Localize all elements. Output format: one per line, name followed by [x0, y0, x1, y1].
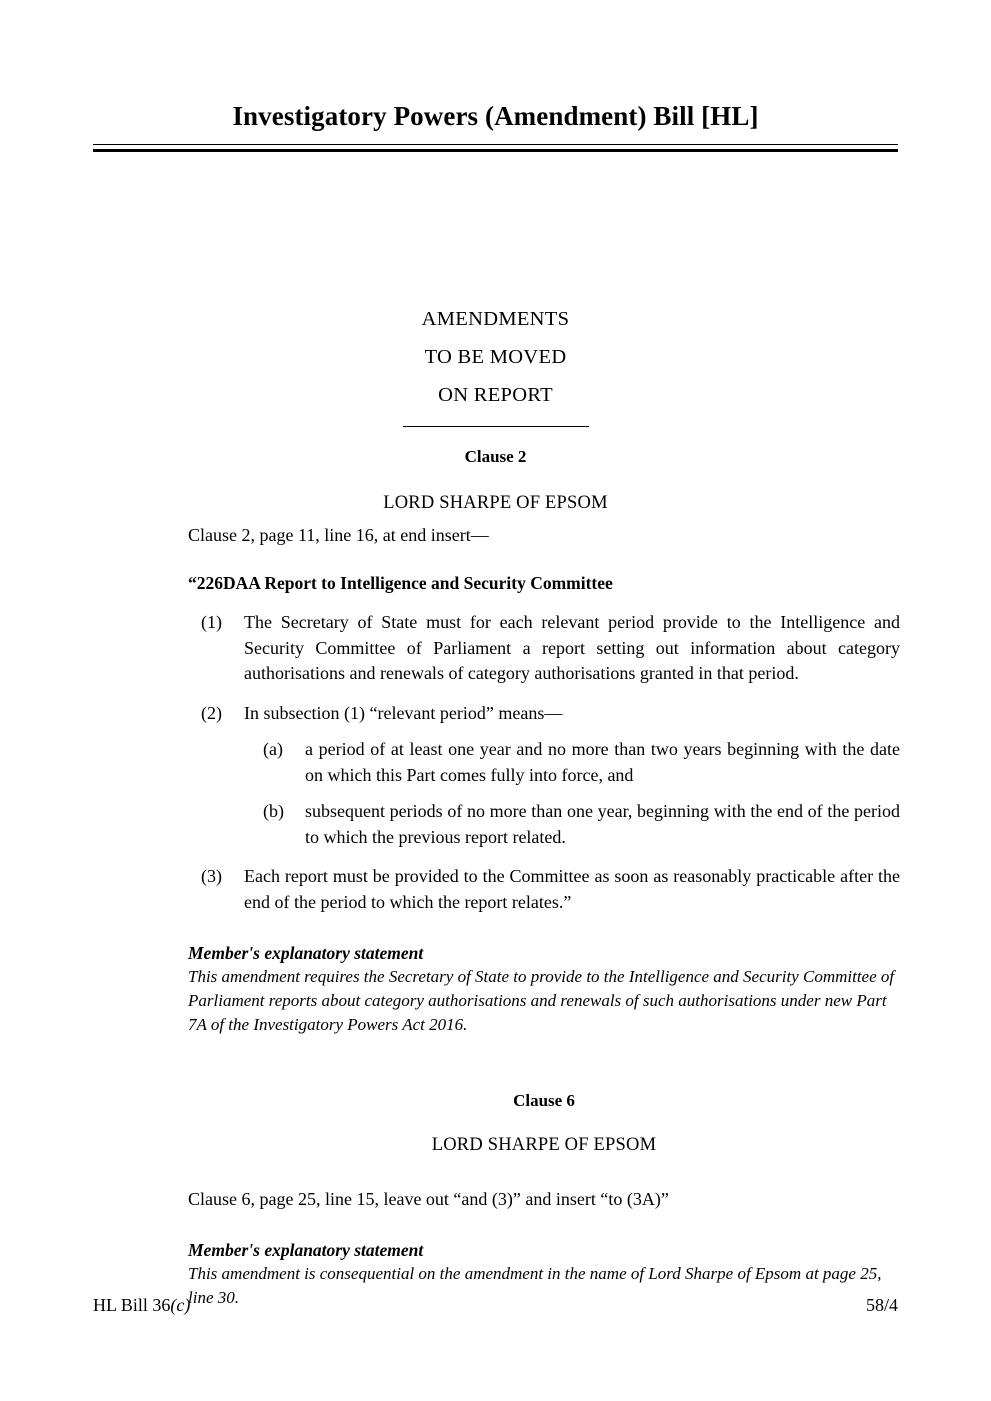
subsection-2 — [188, 701, 900, 727]
subsection-2a-text: a period of at least one year and no more than two years beginning with the date on which this Part comes fully into force, and — [305, 739, 900, 785]
subsection-3-marker: (3) — [201, 866, 222, 886]
subsection-2b-text: subsequent periods of no more than one year, beginning with the end of the period to which the previous report related. — [305, 801, 900, 847]
clause-2-inserted-heading: “226DAA Report to Intelligence and Security Committee — [188, 573, 613, 593]
clause-2-explanatory-statement — [188, 941, 900, 1037]
subsection-2a — [188, 737, 900, 788]
heading-rule-wrap — [93, 426, 898, 427]
clause-6-explanatory-title: Member's explanatory statement — [188, 1240, 424, 1260]
clause-2-explanatory-text: This amendment requires the Secretary of State to provide to the Intelligence and Security Committee of Parliament reports about category authorisations and renewals of such authorisations under new Part 7A of the Investigatory Powers Act 2016. — [188, 967, 895, 1034]
subsection-2b-marker: (b) — [263, 801, 284, 821]
clause-6-amendment-instruction: Clause 6, page 25, line 15, leave out “and (3)” and insert “to (3A)” — [188, 1189, 669, 1209]
subsection-1-text: The Secretary of State must for each relevant period provide to the Intelligence and Security Committee of Parliament a report setting out information about category authorisations and renewals of category authorisations granted in that period. — [244, 612, 900, 683]
subsection-3-text: Each report must be provided to the Committee as soon as reasonably practicable after the end of the period to which the report relates.” — [244, 866, 900, 912]
document-content — [188, 510, 900, 1310]
clause-2-heading: Clause 2 — [464, 447, 527, 466]
subsection-2-text: In subsection (1) “relevant period” means— — [244, 702, 563, 723]
footer-bill-label: HL Bill 36 — [93, 1295, 171, 1315]
subsection-1 — [188, 610, 900, 687]
clause-2-explanatory-title: Member's explanatory statement — [188, 943, 424, 963]
heading-short-rule — [403, 426, 589, 427]
clause-6-explanatory-text: This amendment is consequential on the amendment in the name of Lord Sharpe of Epsom at page 25, line 30. — [188, 1264, 882, 1307]
footer-page-reference: 58/4 — [865, 1295, 898, 1315]
document-title: Investigatory Powers (Amendment) Bill [HL] — [232, 101, 759, 131]
footer-bill-suffix: (c) — [170, 1295, 191, 1315]
subsection-2a-marker: (a) — [263, 739, 283, 759]
page-footer — [93, 1295, 898, 1316]
section-spacer — [188, 1037, 900, 1071]
clause-2-amendment-instruction: Clause 2, page 11, line 16, at end insert— — [188, 525, 489, 545]
subsection-1-marker: (1) — [201, 612, 222, 632]
heading-amendments: AMENDMENTS — [421, 308, 570, 330]
amendments-heading-group — [93, 300, 898, 514]
subsection-2-marker: (2) — [201, 702, 222, 723]
subsection-2b — [188, 799, 900, 850]
heading-to-be-moved: TO BE MOVED — [424, 346, 567, 368]
title-rule-thin — [93, 144, 898, 145]
clause-6-heading: Clause 6 — [513, 1091, 575, 1110]
heading-on-report: ON REPORT — [438, 384, 553, 406]
title-block — [93, 100, 898, 152]
clause-6-sponsor: LORD SHARPE OF EPSOM — [431, 1135, 657, 1155]
clause-2-sponsor: LORD SHARPE OF EPSOM — [383, 493, 608, 513]
title-rule-thick — [93, 149, 898, 152]
subsection-3 — [188, 864, 900, 915]
footer-bill-number — [93, 1295, 190, 1316]
